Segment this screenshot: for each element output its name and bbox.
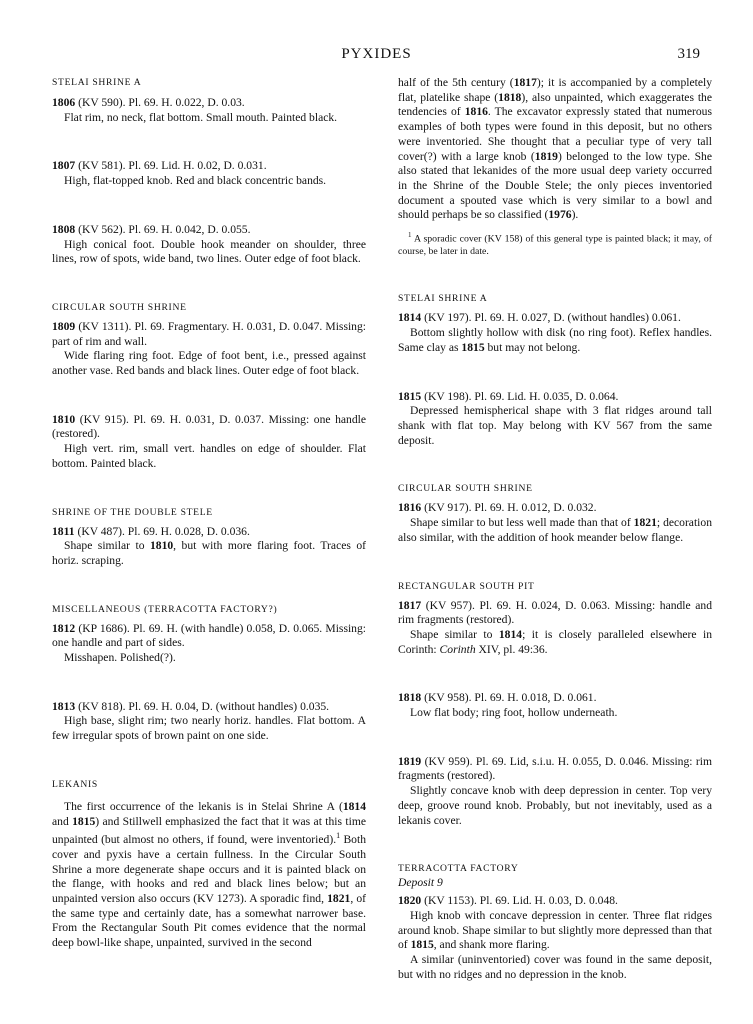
- entry-details: (KV 487). Pl. 69. H. 0.028, D. 0.036.: [74, 524, 250, 538]
- entry-details: (KV 197). Pl. 69. H. 0.027, D. (without handles) 0.061.: [421, 311, 681, 325]
- entry-description: High knob with concave depression in center. Three flat ridges around knob. Shape similar to but slightly more depressed than that of 1815, and shank more flaring.: [398, 908, 712, 952]
- entry-1813: [52, 700, 366, 715]
- entry-details: (KV 198). Pl. 69. Lid. H. 0.035, D. 0.064.: [421, 389, 619, 403]
- entry-details: (KV 959). Pl. 69. Lid, s.i.u. H. 0.055, D. 0.046. Missing: rim fragments (restored).: [398, 754, 712, 783]
- entry-details: (KV 562). Pl. 69. H. 0.042, D. 0.055.: [75, 222, 251, 236]
- cross-reference: 1815: [72, 814, 96, 828]
- catalogue-number: 1815: [398, 389, 422, 403]
- entry-1820: [398, 894, 712, 909]
- entry-description: Low flat body; ring foot, hollow underneath.: [410, 706, 618, 720]
- entry-1818: [398, 691, 712, 706]
- footnote: $^1$ A sporadic cover (KV 158) of this general type is painted black; it may, of course, be later in date.: [398, 231, 712, 257]
- cross-reference: 1818: [498, 90, 522, 104]
- entry-1806: [52, 96, 366, 111]
- entry-details: (KV 915). Pl. 69. H. 0.031, D. 0.037. Missing: one handle (restored).: [52, 412, 366, 441]
- catalogue-number: 1819: [398, 754, 422, 768]
- entry-description: Slightly concave knob with deep depression in center. Top very deep, groove round knob. Probably, but not inevitably, used as a lekanis cover.: [398, 784, 712, 827]
- catalogue-number: 1816: [398, 501, 422, 515]
- cross-reference: 1817: [513, 76, 537, 89]
- entry-1816: [398, 501, 712, 516]
- entry-description: High base, slight rim; two nearly horiz. handles. Flat bottom. A few irregular spots of brown paint on one side.: [52, 714, 366, 743]
- entry-description: Flat rim, no neck, flat bottom. Small mouth. Painted black.: [64, 110, 338, 124]
- cross-reference: 1816: [464, 105, 488, 119]
- publication-title: Corinth: [439, 642, 476, 656]
- footnote-marker: 1: [336, 831, 341, 841]
- entry-1812: [52, 622, 366, 651]
- entry-details: (KV 1311). Pl. 69. Fragmentary. H. 0.031, D. 0.047. Missing: part of rim and wall.: [52, 319, 366, 348]
- catalogue-number: 1807: [52, 159, 76, 173]
- catalogue-number: 1817: [398, 598, 422, 612]
- entry-description: Wide flaring ring foot. Edge of foot bent, i.e., pressed against another vase. Red bands and black lines. Outer edge of foot black.: [52, 349, 366, 378]
- entry-description: High vert. rim, small vert. handles on edge of shoulder. Flat bottom. Painted black.: [52, 442, 366, 470]
- cross-reference: 1821: [327, 891, 351, 905]
- section-heading: SHRINE OF THE DOUBLE STELE: [52, 506, 213, 518]
- entry-1819: [398, 755, 712, 784]
- catalogue-number: 1808: [52, 222, 76, 236]
- section-heading: TERRACOTTA FACTORY: [398, 863, 519, 875]
- catalogue-number: 1809: [52, 319, 76, 333]
- cross-reference: 1810: [149, 539, 174, 553]
- entry-details: (KV 818). Pl. 69. H. 0.04, D. (without handles) 0.035.: [75, 699, 330, 713]
- entry-details: (KV 957). Pl. 69. H. 0.024, D. 0.063. Missing: handle and rim fragments (restored).: [398, 598, 712, 627]
- entry-note: A similar (uninventoried) cover was found in the same deposit, but with no ridges and no depression in the knob.: [398, 953, 712, 981]
- section-heading: CIRCULAR SOUTH SHRINE: [398, 483, 533, 495]
- footnote-marker: 1: [408, 231, 412, 240]
- entry-1815: [398, 390, 712, 405]
- catalogue-number: 1820: [398, 894, 422, 908]
- lekanis-paragraph: The first occurrence of the lekanis is in Stelai Shrine A (1814 and 1815) and Stillwell emphasized the fact that it was at this time unpainted (but almost no others, if found, were inventoried).$^1$ Both cover and pyxis have a certain fullness. In the Circular South Shrine a more degenerate shape occurs and it is painted black on the flange, with hooks and red and black lines below; but an unpainted version also occurs (KV 1273). A sporadic find, 1821, of the same type and certainly date, has a somewhat narrower base. From the Rectangular South Pit comes evidence that the normal deep bowl-like shape, unpainted, survived in the second: [52, 799, 367, 950]
- left-column: [52, 76, 366, 951]
- entry-1808: [52, 223, 366, 238]
- entry-1810: [52, 413, 366, 442]
- entry-description: High conical foot. Double hook meander on shoulder, three lines, row of spots, wide band, two lines. Outer edge of foot black.: [52, 237, 366, 266]
- entry-1814: [398, 311, 712, 326]
- catalogue-number: 1813: [52, 699, 76, 713]
- catalogue-number: 1811: [52, 524, 75, 538]
- catalogue-number: 1810: [52, 412, 76, 426]
- section-heading: STELAI SHRINE A: [398, 293, 488, 305]
- section-heading: RECTANGULAR SOUTH PIT: [398, 580, 535, 592]
- entry-1809: [52, 320, 366, 349]
- entry-details: (KV 590). Pl. 69. H. 0.022, D. 0.03.: [75, 96, 245, 109]
- catalogue-number: 1814: [398, 311, 422, 325]
- entry-description: Bottom slightly hollow with disk (no ring foot). Reflex handles. Same clay as 1815 but may not belong.: [398, 326, 712, 354]
- cross-reference: 1976: [548, 208, 572, 222]
- entry-1817: [398, 599, 712, 628]
- entry-description: High, flat-topped knob. Red and black concentric bands.: [64, 174, 327, 188]
- entry-details: (KP 1686). Pl. 69. H. (with handle) 0.058, D. 0.065. Missing: one handle and part of sides.: [52, 621, 366, 650]
- section-heading: LEKANIS: [52, 778, 98, 790]
- cross-reference: 1815: [410, 938, 434, 952]
- cross-reference: 1814: [342, 799, 366, 813]
- entry-details: (KV 1153). Pl. 69. Lid. H. 0.03, D. 0.048.: [421, 894, 618, 908]
- cross-reference: 1821: [633, 516, 657, 530]
- catalogue-number: 1806: [52, 96, 76, 109]
- section-heading: CIRCULAR SOUTH SHRINE: [52, 301, 187, 313]
- deposit-subheading: Deposit 9: [398, 876, 443, 890]
- entry-details: (KV 581). Pl. 69. Lid. H. 0.02, D. 0.031.: [75, 159, 267, 173]
- entry-details: (KV 917). Pl. 69. H. 0.012, D. 0.032.: [421, 501, 597, 515]
- cross-reference: 1819: [534, 149, 558, 163]
- entry-description: Shape similar to but less well made than that of 1821; decoration also similar, with the addition of hook meander below flange.: [398, 516, 712, 544]
- section-heading: MISCELLANEOUS (TERRACOTTA FACTORY?): [52, 603, 278, 615]
- running-title: PYXIDES: [341, 46, 412, 62]
- entry-description: Shape similar to 1814; it is closely paralleled elsewhere in Corinth: Corinth XIV, pl. 49:36.: [398, 627, 712, 656]
- entry-description: Misshapen. Polished(?).: [64, 651, 176, 665]
- right-column: [398, 76, 712, 982]
- section-heading: STELAI SHRINE A: [52, 77, 142, 88]
- cross-reference: 1814: [498, 627, 523, 641]
- catalogue-number: 1812: [52, 621, 76, 635]
- page-number: 319: [677, 46, 700, 62]
- entry-description: Depressed hemispherical shape with 3 flat ridges around tall shank with flat top. May belong with KV 567 from the same deposit.: [398, 404, 712, 447]
- catalogue-number: 1818: [398, 691, 422, 705]
- cross-reference: 1815: [461, 340, 485, 354]
- entry-1811: [52, 525, 366, 540]
- entry-1807: [52, 159, 366, 174]
- lekanis-paragraph-continued: half of the 5th century (1817); it is accompanied by a completely flat, platelike shape (1818), also unpainted, which exaggerates the tendencies of 1816. The excavator expressly stated that numerous examples of both types were found in this deposit, but no others were inventoried. She thought that a peculiar type of very tall cover(?) with a large knob (1819) belonged to the low type. She also stated that lekanides of the more usual deep variety occurred in the Shrine of the Double Stele; the only pieces inventoried document a spouted vase which is very similar to a bowl and should perhaps be so classified (1976).: [398, 76, 713, 222]
- entry-details: (KV 958). Pl. 69. H. 0.018, D. 0.061.: [421, 691, 597, 705]
- entry-description: Shape similar to 1810, but with more flaring foot. Traces of horiz. scraping.: [52, 539, 366, 567]
